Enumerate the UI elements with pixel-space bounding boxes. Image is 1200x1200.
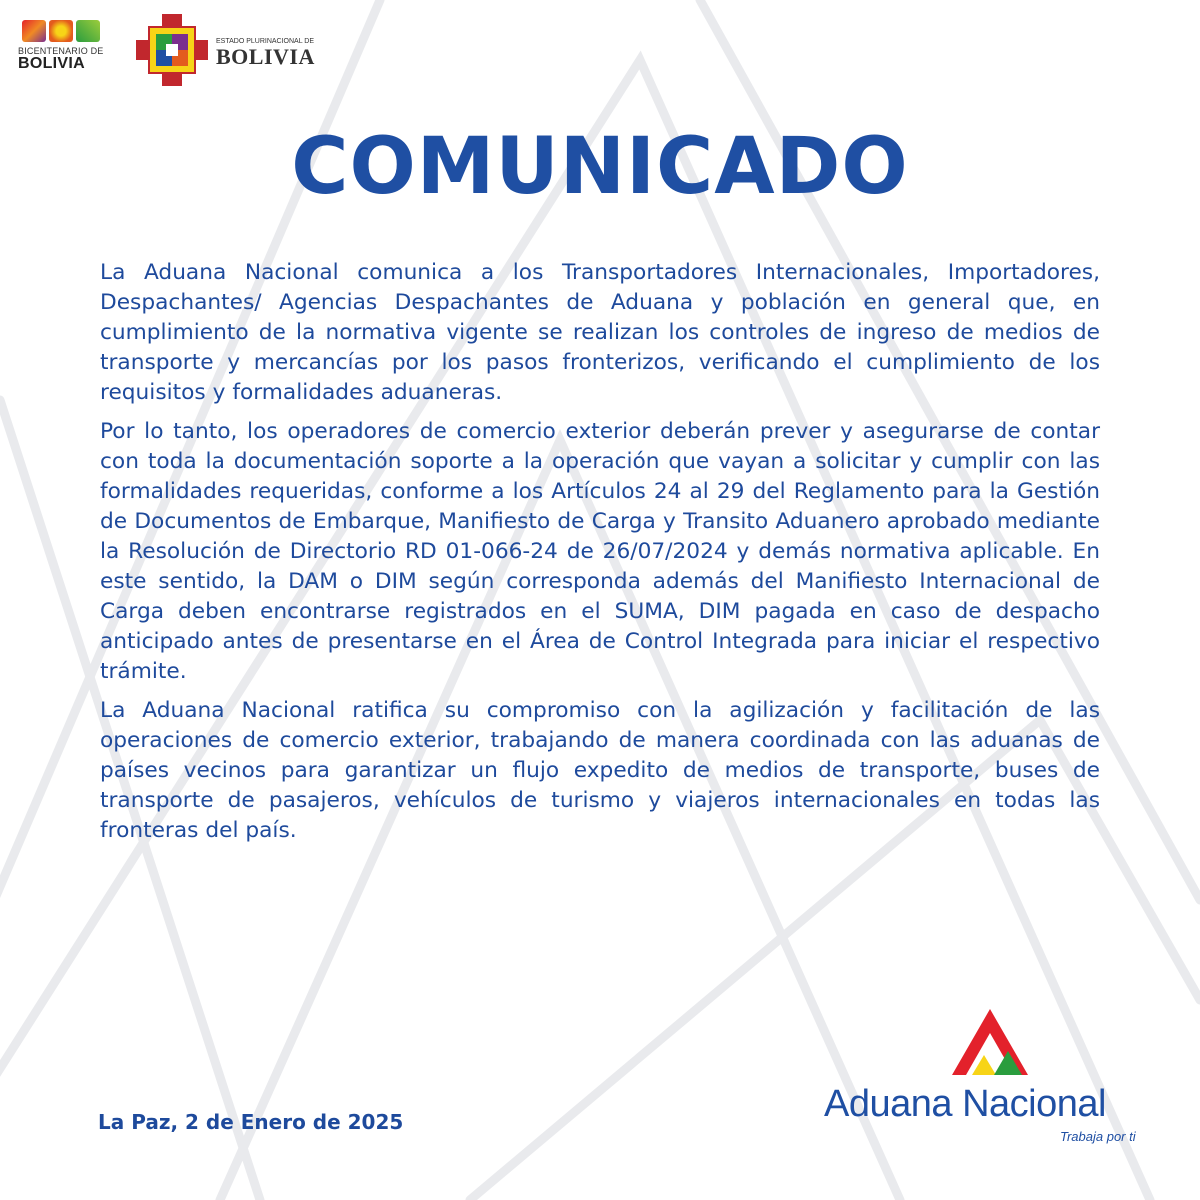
bicentenario-mark-2 [49,20,73,42]
estado-subtitle: ESTADO PLURINACIONAL DE [216,38,315,45]
chakana-emblem-icon [136,14,208,86]
bicentenario-logo [18,20,110,86]
aduana-mountains-icon [938,1005,1042,1079]
aduana-logo-tagline: Trabaja por ti [1060,1129,1136,1144]
communique-body [100,258,1100,855]
date-place: La Paz, 2 de Enero de 2025 [98,1110,404,1134]
paragraph-2: Por lo tanto, los operadores de comercio exterior deberán prever y asegurarse de contar con toda la documentación soporte a la operación que vayan a solicitar y cumplir con las formalidades requeridas, conforme a los Artículos 24 al 29 del Reglamento para la Gestión de Documentos de Embarque, Manifiesto de Carga y Transito Aduanero aprobado mediante la Resolución de Directorio RD 01-066-24 de 26/07/2024 y demás normativa aplicable. En este sentido, la DAM o DIM según corresponda además del Manifiesto Internacional de Carga deben encontrarse registrados en el SUMA, DIM pagada en caso de despacho anticipado antes de presentarse en el Área de Control Integrada para iniciar el respectivo trámite. [100,419,1100,684]
bicentenario-mark-3 [76,20,100,42]
bicentenario-subtitle: BICENTENARIO DE [18,46,104,56]
estado-name: BOLIVIA [216,44,315,69]
bicentenario-mark-1 [22,20,46,42]
aduana-logo-name: Aduana Nacional [824,1083,1106,1125]
page-title: COMUNICADO [291,122,909,212]
aduana-nacional-logo [820,1005,1150,1155]
paragraph-1: La Aduana Nacional comunica a los Transportadores Internacionales, Importadores, Despachantes/ Agencias Despachantes de Aduana y población en general que, en cumplimiento de la normativa vigente se realizan los controles de ingreso de medios de transporte y mercancías por los pasos fronterizos, verificando el cumplimiento de los requisitos y formalidades aduaneras. [100,260,1100,405]
bicentenario-name: BOLIVIA [18,55,85,72]
estado-plurinacional-logo [136,14,326,90]
paragraph-3: La Aduana Nacional ratifica su compromiso con la agilización y facilitación de las operaciones de comercio exterior, trabajando de manera coordinada con las aduanas de países vecinos para garantizar un flujo expedito de medios de transporte, buses de transporte de pasajeros, vehículos de turismo y viajeros internacionales en todas las fronteras del país. [100,698,1100,843]
